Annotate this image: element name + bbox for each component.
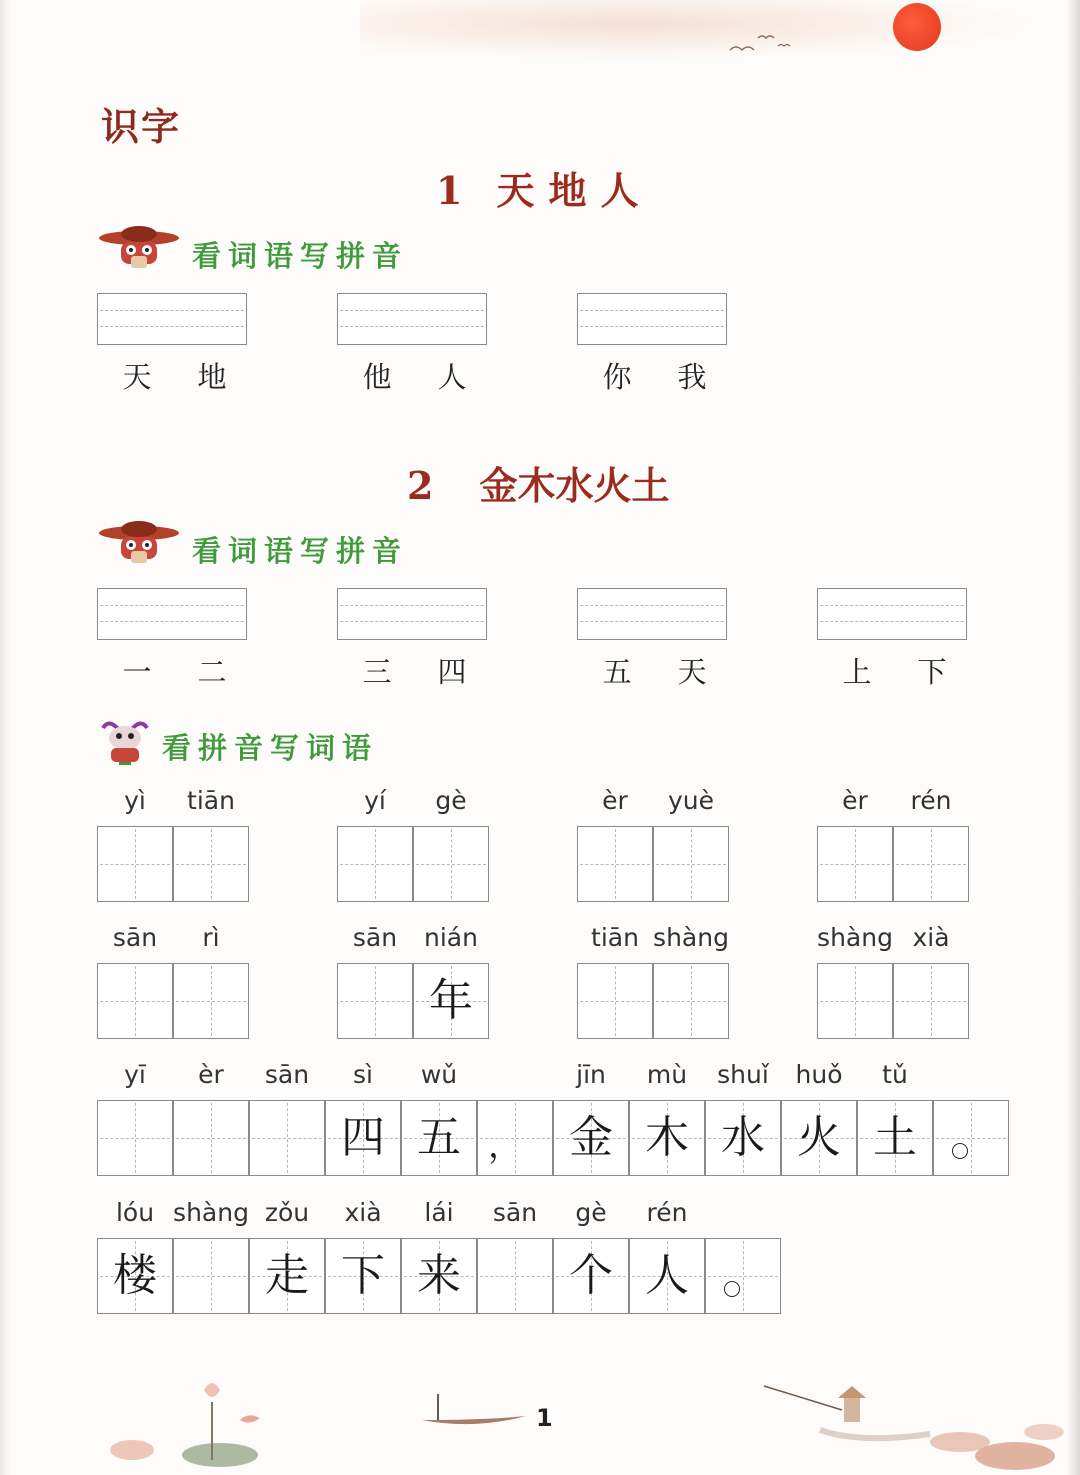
pinyin-answer-box[interactable] (577, 588, 727, 640)
writing-cell[interactable] (325, 1100, 401, 1176)
prefilled-char: 人 (645, 1250, 689, 1301)
instruction-read-write-pinyin: 看词语写拼音 (192, 239, 409, 273)
writing-cell[interactable] (413, 826, 489, 902)
writing-cell[interactable] (325, 1238, 401, 1314)
prefilled-char: 四 (341, 1112, 385, 1163)
instruction-pinyin-write-words: 看拼音写词语 (162, 731, 379, 765)
pinyin-label: shàng (173, 1198, 249, 1227)
writing-cell[interactable] (893, 826, 969, 902)
writing-cell[interactable] (577, 963, 653, 1039)
writing-cell[interactable] (933, 1100, 1009, 1176)
pinyin-label: yí (364, 786, 386, 815)
word-char: 四 (437, 655, 467, 689)
pinyin-label: yì (124, 786, 146, 815)
prefilled-char: 水 (721, 1112, 765, 1163)
writing-cell[interactable] (477, 1100, 553, 1176)
writing-cell[interactable] (817, 963, 893, 1039)
prefilled-char: 下 (341, 1250, 385, 1301)
writing-cell[interactable] (629, 1238, 705, 1314)
writing-cell[interactable] (817, 826, 893, 902)
pinyin-label: sān (492, 1198, 538, 1227)
prefilled-char (174, 1101, 248, 1175)
period-mark (952, 1143, 968, 1159)
pinyin-label: gè (435, 786, 467, 815)
pinyin-label: zǒu (264, 1198, 310, 1227)
word-char: 下 (917, 655, 947, 689)
word-char: 五 (602, 655, 632, 689)
bull-mascot-icon (97, 222, 181, 272)
ox-mascot-icon (97, 718, 153, 766)
writing-cell[interactable] (705, 1238, 781, 1314)
pinyin-label: shàng (817, 923, 893, 952)
pinyin-answer-box[interactable] (337, 588, 487, 640)
pinyin-label: lóu (115, 1198, 155, 1227)
prefilled-char: 土 (873, 1112, 917, 1163)
pinyin-label: lái (424, 1198, 454, 1227)
prefilled-char (478, 1239, 552, 1313)
pinyin-label: èr (602, 786, 628, 815)
lotus-icon (100, 1380, 300, 1475)
writing-cell[interactable] (857, 1100, 933, 1176)
writing-cell[interactable] (653, 963, 729, 1039)
writing-cell[interactable] (629, 1100, 705, 1176)
writing-cell[interactable] (401, 1238, 477, 1314)
instruction-read-write-pinyin: 看词语写拼音 (192, 534, 409, 568)
writing-cell[interactable] (781, 1100, 857, 1176)
comma-mark: ， (488, 1126, 522, 1166)
prefilled-char: 木 (645, 1112, 689, 1163)
word-char: 人 (437, 360, 467, 394)
prefilled-char (250, 1101, 324, 1175)
prefilled-char (98, 1101, 172, 1175)
lesson-2-title (407, 455, 669, 510)
sun-icon (893, 3, 941, 51)
page-edge-right (1066, 0, 1080, 1475)
word-char: 地 (197, 360, 227, 394)
lesson-name: 金木水火土 (479, 463, 670, 508)
writing-cell[interactable] (97, 1238, 173, 1314)
pinyin-label: yī (124, 1060, 146, 1089)
pinyin-label: rén (910, 786, 952, 815)
pinyin-label: sān (264, 1060, 310, 1089)
pinyin-label: nián (424, 923, 478, 952)
prefilled-char: 金 (569, 1112, 613, 1163)
prefilled-char: 五 (417, 1112, 461, 1163)
writing-cell[interactable] (249, 1238, 325, 1314)
lesson-1-title (436, 160, 652, 215)
writing-cell[interactable] (653, 826, 729, 902)
page-edge-left (0, 0, 10, 1475)
writing-cell[interactable] (173, 1238, 249, 1314)
prefilled-char: 走 (265, 1250, 309, 1301)
pinyin-answer-box[interactable] (97, 293, 247, 345)
word-char: 我 (677, 360, 707, 394)
bull-mascot-icon (97, 517, 181, 567)
pinyin-label: yuè (667, 786, 715, 815)
pinyin-label: tiān (591, 923, 639, 952)
word-char: 天 (122, 360, 152, 394)
pinyin-label: rén (646, 1198, 688, 1227)
prefilled-char: 火 (797, 1112, 841, 1163)
pinyin-label: shuǐ (717, 1060, 769, 1089)
pinyin-label: huǒ (795, 1060, 843, 1089)
writing-cell[interactable] (97, 826, 173, 902)
pinyin-answer-box[interactable] (337, 293, 487, 345)
pinyin-label: èr (842, 786, 868, 815)
boat-icon (420, 1390, 530, 1430)
writing-cell[interactable] (97, 963, 173, 1039)
writing-cell[interactable] (553, 1238, 629, 1314)
writing-cell[interactable] (337, 826, 413, 902)
lesson-name: 天地人 (496, 168, 653, 213)
word-char: 二 (197, 655, 227, 689)
writing-cell[interactable] (577, 826, 653, 902)
prefilled-char (174, 1239, 248, 1313)
prefilled-char: 年 (429, 975, 473, 1026)
word-char: 三 (362, 655, 392, 689)
pinyin-label: tiān (187, 786, 235, 815)
writing-cell[interactable] (337, 963, 413, 1039)
page-number: 1 (536, 1404, 553, 1432)
writing-cell[interactable] (97, 1100, 173, 1176)
writing-cell[interactable] (401, 1100, 477, 1176)
pinyin-label: shàng (653, 923, 729, 952)
writing-cell[interactable] (477, 1238, 553, 1314)
pinyin-label: rì (202, 923, 220, 952)
word-char: 天 (677, 655, 707, 689)
section-label: 识字 (101, 104, 182, 149)
writing-cell[interactable] (173, 826, 249, 902)
pinyin-label: xià (344, 1198, 382, 1227)
word-char: 上 (842, 655, 872, 689)
writing-cell[interactable] (249, 1100, 325, 1176)
pinyin-label: jīn (576, 1060, 606, 1089)
pinyin-label: gè (575, 1198, 607, 1227)
pinyin-answer-box[interactable] (97, 588, 247, 640)
lesson-number: 1 (436, 168, 463, 213)
pinyin-label: sān (112, 923, 158, 952)
writing-cell[interactable] (173, 963, 249, 1039)
writing-cell[interactable] (893, 963, 969, 1039)
pinyin-label: sān (352, 923, 398, 952)
writing-cell[interactable] (413, 963, 489, 1039)
lesson-number: 2 (407, 463, 434, 508)
pinyin-label: èr (198, 1060, 224, 1089)
pinyin-label: wǔ (420, 1060, 458, 1089)
pinyin-answer-box[interactable] (817, 588, 967, 640)
prefilled-char: 个 (569, 1250, 613, 1301)
prefilled-char: 来 (417, 1250, 461, 1301)
writing-cell[interactable] (705, 1100, 781, 1176)
pinyin-label: xià (912, 923, 950, 952)
writing-cell[interactable] (173, 1100, 249, 1176)
word-char: 一 (122, 655, 152, 689)
prefilled-char: 楼 (113, 1250, 157, 1301)
writing-cell[interactable] (553, 1100, 629, 1176)
word-char: 他 (362, 360, 392, 394)
pinyin-answer-box[interactable] (577, 293, 727, 345)
pinyin-label: tǔ (882, 1060, 908, 1089)
pinyin-label: sì (353, 1060, 373, 1089)
word-char: 你 (602, 360, 632, 394)
birds-icon (700, 20, 810, 65)
fisherman-icon (760, 1380, 1070, 1475)
period-mark (724, 1281, 740, 1297)
pinyin-label: mù (646, 1060, 688, 1089)
